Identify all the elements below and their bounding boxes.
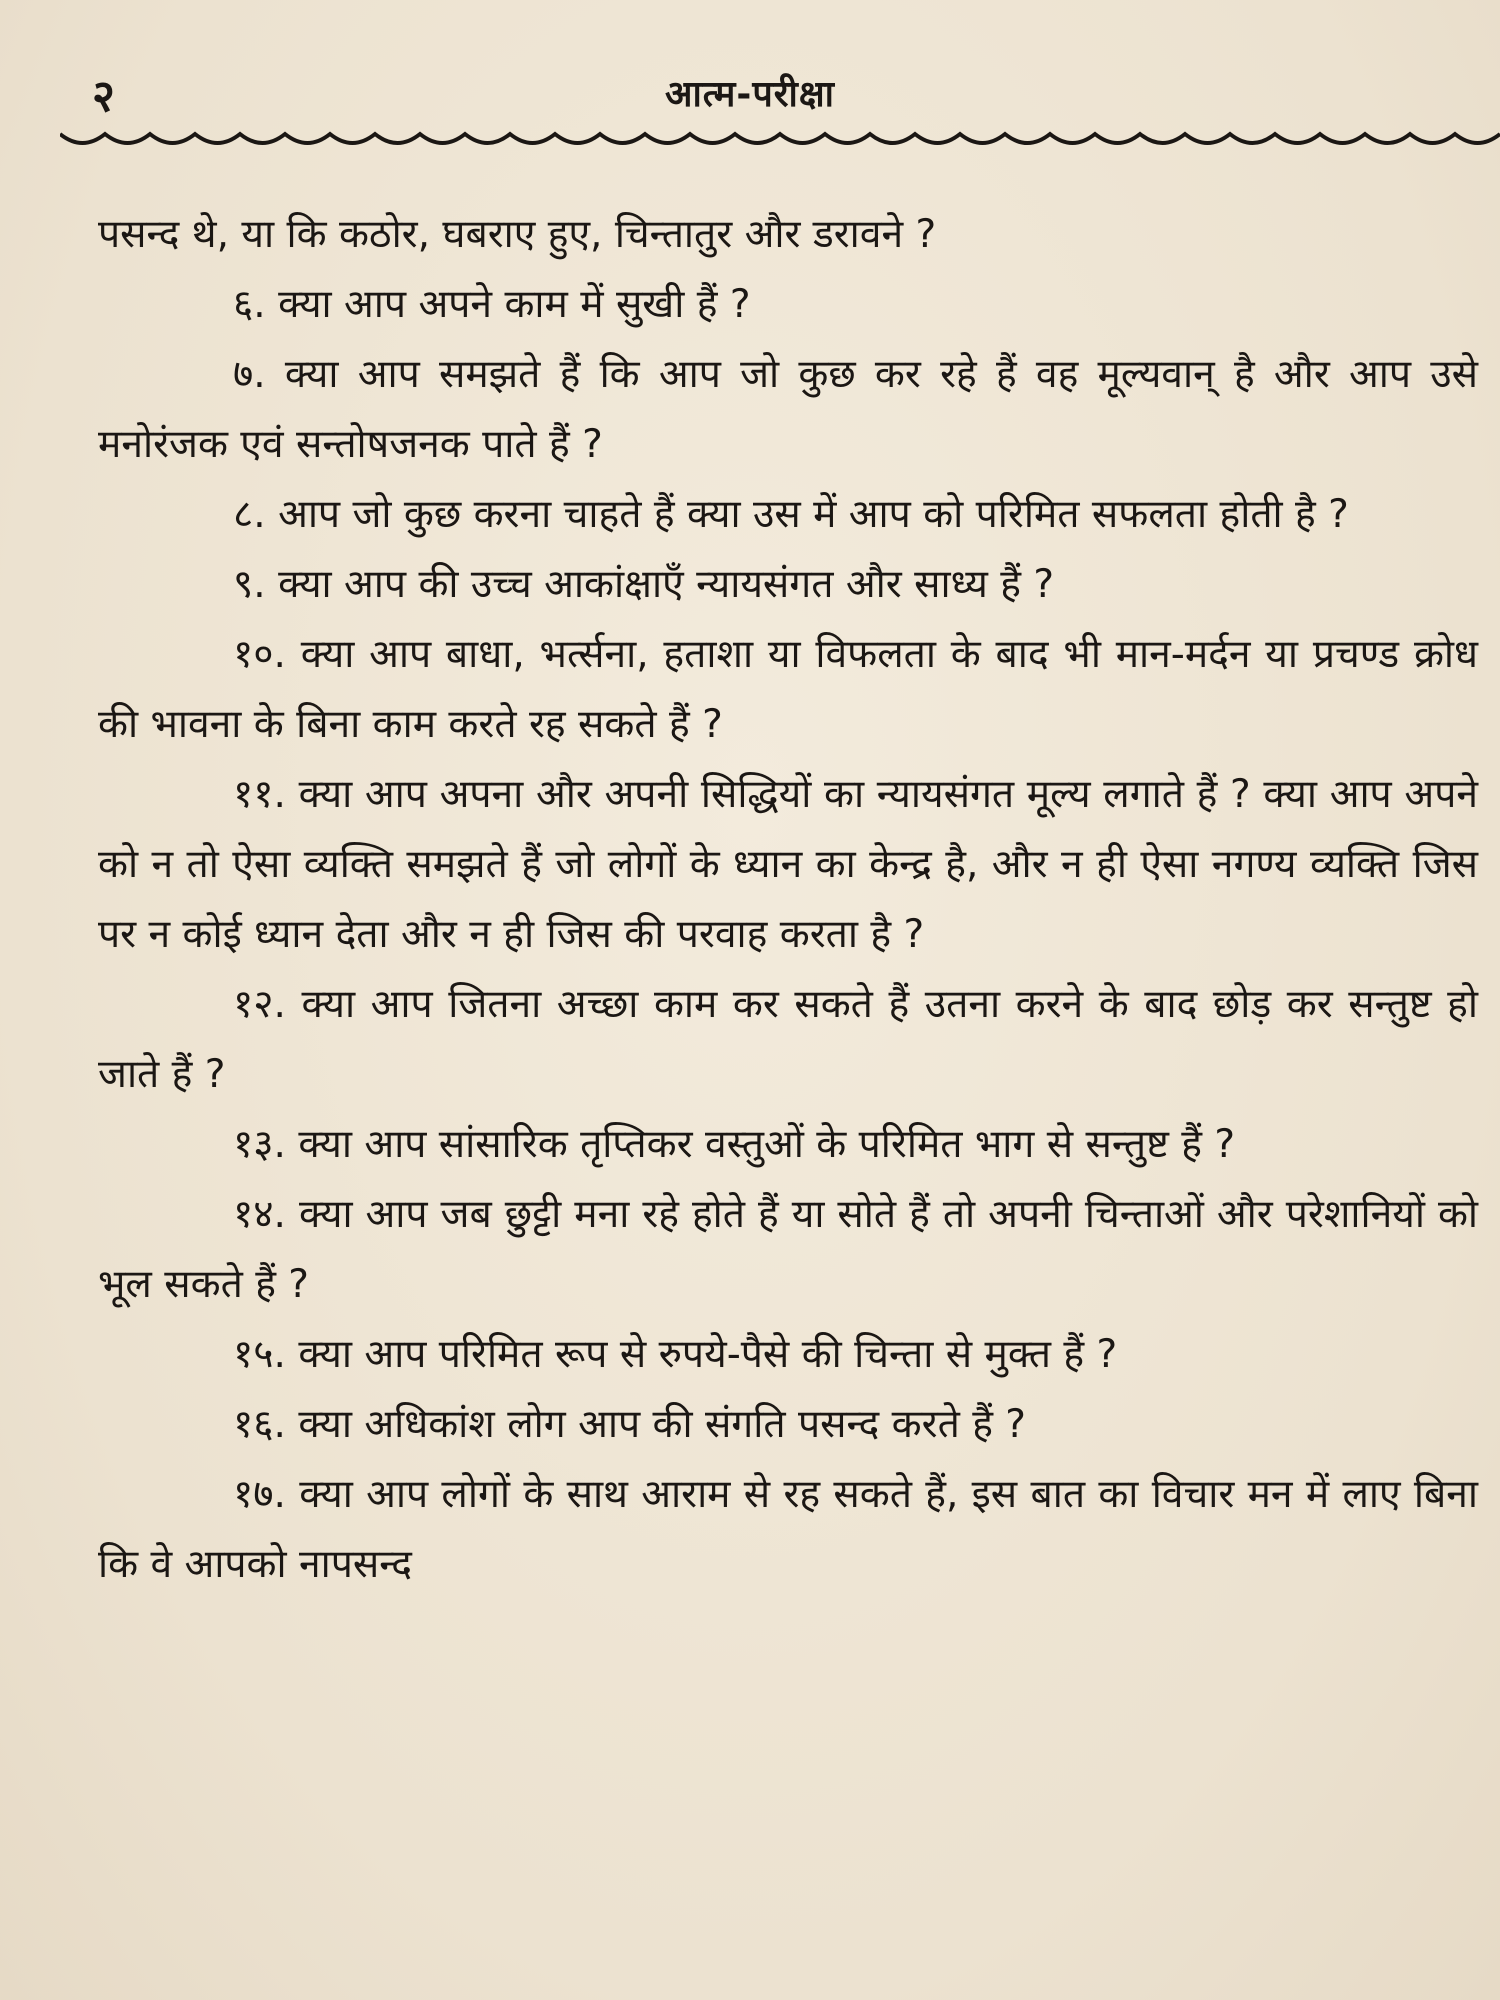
paragraph: ९. क्या आप की उच्च आकांक्षाएँ न्यायसंगत और साध्य हैं ? — [233, 562, 1055, 607]
page-text — [98, 200, 1478, 1600]
book-title: आत्म-परीक्षा — [664, 74, 835, 115]
paragraph: ६. क्या आप अपने काम में सुखी हैं ? — [233, 282, 751, 327]
paragraph: ११. क्या आप अपना और अपनी सिद्धियों का न्यायसंगत मूल्य लगाते हैं ? क्या आप अपने को न तो ऐसा व्यक्ति समझते हैं जो लोगों के ध्यान का केन्द्र है, और न ही ऐसा नगण्य व्यक्ति जिस पर न कोई ध्यान देता और न ही जिस की परवाह करता है ? — [98, 772, 1478, 957]
paragraph: १४. क्या आप जब छुट्टी मना रहे होते हैं या सोते हैं तो अपनी चिन्ताओं और परेशानियों को भूल सकते हैं ? — [98, 1192, 1478, 1307]
wavy-line — [60, 134, 1500, 143]
paragraph: १५. क्या आप परिमित रूप से रुपये-पैसे की चिन्ता से मुक्त हैं ? — [233, 1332, 1118, 1377]
paragraph: १०. क्या आप बाधा, भर्त्सना, हताशा या विफलता के बाद भी मान-मर्दन या प्रचण्ड क्रोध की भावना के बिना काम करते रह सकते हैं ? — [98, 632, 1478, 747]
paragraph: १७. क्या आप लोगों के साथ आराम से रह सकते हैं, इस बात का विचार मन में लाए बिना कि वे आपको नापसन्द — [98, 1472, 1478, 1587]
paragraph: ७. क्या आप समझते हैं कि आप जो कुछ कर रहे हैं वह मूल्यवान् है और आप उसे मनोरंजक एवं सन्तोषजनक पाते हैं ? — [98, 352, 1478, 467]
page-number: २ — [92, 71, 115, 122]
paragraph: ८. आप जो कुछ करना चाहते हैं क्या उस में आप को परिमित सफलता होती है ? — [233, 492, 1349, 537]
wavy-rule-divider — [60, 126, 1500, 156]
paragraph: १२. क्या आप जितना अच्छा काम कर सकते हैं उतना करने के बाद छोड़ कर सन्तुष्ट हो जाते हैं ? — [98, 982, 1478, 1097]
running-head — [0, 0, 1500, 160]
paragraph: १६. क्या अधिकांश लोग आप की संगति पसन्द करते हैं ? — [233, 1402, 1027, 1447]
paragraph: १३. क्या आप सांसारिक तृप्तिकर वस्तुओं के परिमित भाग से सन्तुष्ट हैं ? — [233, 1122, 1236, 1167]
paragraph: पसन्द थे, या कि कठोर, घबराए हुए, चिन्तातुर और डरावने ? — [98, 212, 937, 257]
